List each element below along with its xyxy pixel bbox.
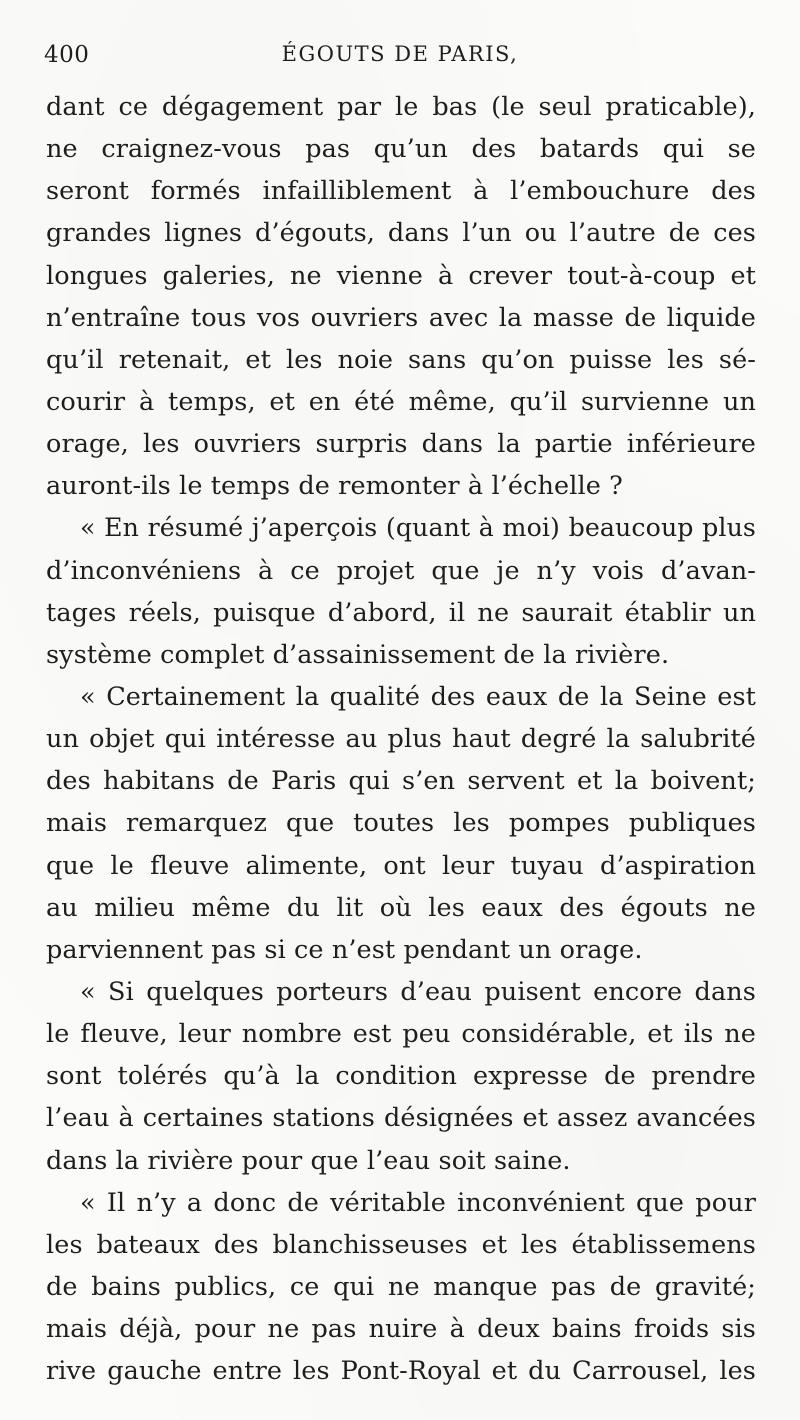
text-line: rive gauche entre les Pont-Royal et du Carrousel, les <box>46 1356 756 1387</box>
text-line: dans la rivière pour que l’eau soit saine. <box>46 1145 571 1176</box>
text-line: les bateaux des blanchisseuses et les établissemens <box>46 1229 756 1260</box>
page-number: 400 <box>44 42 90 68</box>
text-line: n’entraîne tous vos ouvriers avec la masse de liquide <box>46 302 756 333</box>
text-line: ne craignez-vous pas qu’un des batards qui se <box>46 134 756 165</box>
text-line: « Si quelques porteurs d’eau puisent encore dans <box>80 976 756 1007</box>
text-line: dant ce dégagement par le bas (le seul praticable), <box>46 92 756 122</box>
text-line: des habitans de Paris qui s’en servent et la boivent; <box>46 766 756 797</box>
text-line: au milieu même du lit où les eaux des égouts ne <box>46 892 756 923</box>
body-text <box>46 86 756 1392</box>
text-line: un objet qui intéresse au plus haut degré la salubrité <box>46 724 756 755</box>
text-line: sont tolérés qu’à la condition expresse de prendre <box>46 1061 756 1092</box>
text-line: « Certainement la qualité des eaux de la Seine est <box>80 681 756 712</box>
text-line: de bains publics, ce qui ne manque pas de gravité; <box>46 1271 756 1302</box>
text-line: système complet d’assainissement de la rivière. <box>46 639 670 670</box>
text-line: auront-ils le temps de remonter à l’échelle ? <box>46 471 623 502</box>
text-line: que le fleuve alimente, ont leur tuyau d’aspiration <box>46 850 756 881</box>
text-line: courir à temps, et en été même, qu’il survienne un <box>46 386 756 417</box>
text-line: tages réels, puisque d’abord, il ne saurait établir un <box>46 597 756 628</box>
text-line: l’eau à certaines stations désignées et assez avancées <box>46 1103 756 1134</box>
text-line: parviennent pas si ce n’est pendant un orage. <box>46 934 643 965</box>
text-line: mais remarquez que toutes les pompes publiques <box>46 808 756 839</box>
text-line: le fleuve, leur nombre est peu considérable, et ils ne <box>46 1019 756 1050</box>
text-line: « Il n’y a donc de véritable inconvénient que pour <box>80 1187 756 1218</box>
text-line: seront formés infailliblement à l’embouchure des <box>46 176 756 207</box>
text-line: longues galeries, ne vienne à crever tout-à-coup et <box>46 260 756 291</box>
text-line: grandes lignes d’égouts, dans l’un ou l’autre de ces <box>46 218 756 249</box>
page-header <box>40 42 760 76</box>
text-line: « En résumé j’aperçois (quant à moi) beaucoup plus <box>80 513 756 543</box>
running-title: ÉGOUTS DE PARIS, <box>281 42 519 66</box>
text-line: qu’il retenait, et les noie sans qu’on puisse les sé- <box>46 344 756 375</box>
text-line: mais déjà, pour ne pas nuire à deux bains froids sis <box>46 1314 756 1345</box>
text-line: orage, les ouvriers surpris dans la partie inférieure <box>46 429 756 460</box>
text-line: d’inconvéniens à ce projet que je n’y vois d’avan- <box>46 555 756 586</box>
